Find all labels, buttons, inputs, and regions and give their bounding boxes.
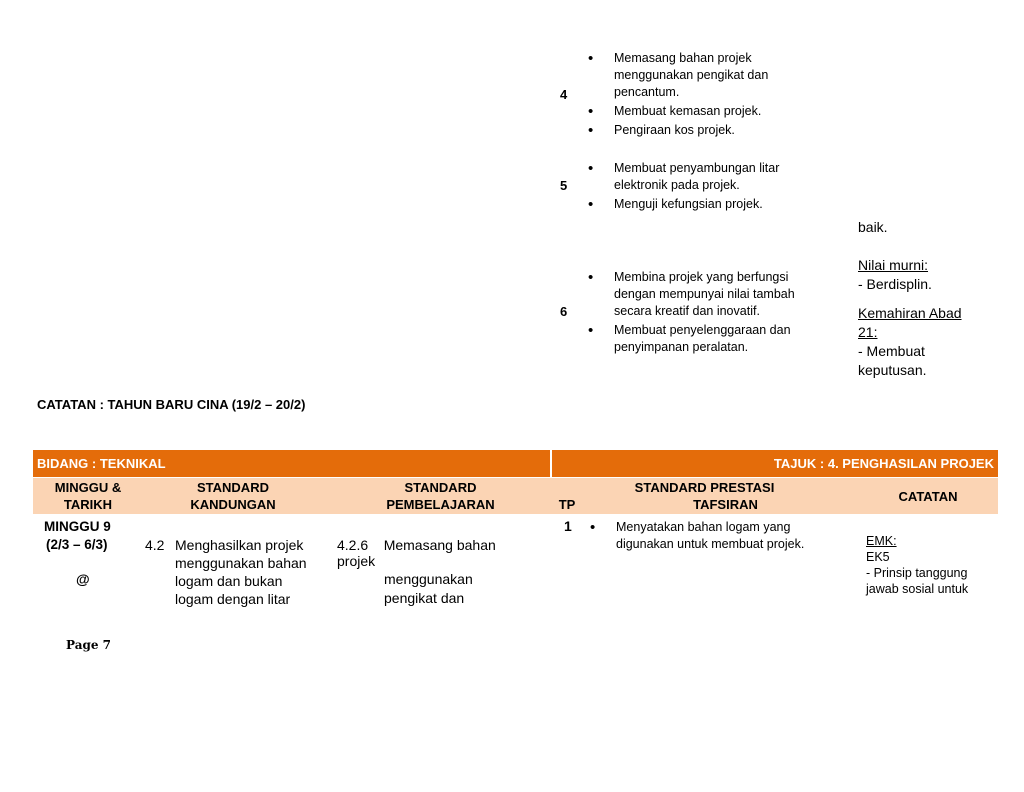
col-sp-header xyxy=(333,478,548,514)
col-minggu-header xyxy=(33,478,143,514)
catatan-notes xyxy=(858,218,1018,380)
col-sp-line1: STANDARD xyxy=(404,480,477,495)
sk-line: logam dengan litar xyxy=(175,591,291,607)
col-tp-header: TP xyxy=(558,497,576,512)
list-item: • Membina projek yang berfungsi dengan mempunyai nilai tambah secara kreatif dan inovatif. xyxy=(588,269,795,318)
sk-text xyxy=(175,536,307,608)
list-item: • Menyatakan bahan logam yang digunakan untuk membuat projek. xyxy=(590,519,805,551)
page-number: Page 7 xyxy=(66,638,112,652)
tp-level-5: 5 xyxy=(560,178,568,193)
bidang-label: BIDANG : TEKNIKAL xyxy=(37,456,166,471)
sk-line: menggunakan bahan xyxy=(175,555,307,571)
kemahiran-label: Kemahiran Abad 21: xyxy=(858,305,962,340)
tp6-descriptors xyxy=(586,269,826,356)
col-catatan-label: CATATAN xyxy=(898,488,958,504)
sk-line: logam dan bukan xyxy=(175,573,283,589)
list-item: • Membuat penyelenggaraan dan penyimpanan peralatan. xyxy=(588,322,791,354)
sp-line-4: pengikat dan xyxy=(384,590,465,606)
tajuk-label: TAJUK : 4. PENGHASILAN PROJEK xyxy=(773,456,994,471)
emk-label: EMK: xyxy=(866,534,897,548)
list-item: • Pengiraan kos projek. xyxy=(588,122,735,139)
sp-line-2: projek xyxy=(337,553,376,569)
sp-line-1: 4.2.6 Memasang bahan xyxy=(337,537,496,553)
col-catatan-header xyxy=(858,478,998,514)
nilai-murni-block xyxy=(858,256,1018,294)
sk-number: 4.2 xyxy=(145,537,165,553)
col-sk-header xyxy=(143,478,323,514)
minggu-label: MINGGU 9 xyxy=(44,519,111,534)
emk-description: - Prinsip tanggung jawab sosial untuk xyxy=(866,566,969,596)
col-minggu-line2: TARIKH xyxy=(63,497,113,512)
kemahiran-block xyxy=(858,304,1018,380)
list-item: • Membuat kemasan projek. xyxy=(588,103,762,120)
col-sp-line2: PEMBELAJARAN xyxy=(386,497,495,512)
list-item: • Menguji kefungsian projek. xyxy=(588,196,763,213)
col-sk-line1: STANDARD xyxy=(197,480,269,495)
tp-level-6: 6 xyxy=(560,304,568,319)
kemahiran-value: - Membuat keputusan. xyxy=(858,343,927,378)
tp-level-1: 1 xyxy=(564,518,572,534)
list-item: • Memasang bahan projek menggunakan pengikat dan pencantum. xyxy=(588,50,769,99)
tarikh-label: (2/3 – 6/3) xyxy=(46,537,108,552)
sp-line-3: menggunakan xyxy=(384,571,473,587)
column-header-row xyxy=(33,478,998,514)
bidang-bar xyxy=(33,450,550,477)
tp5-descriptors xyxy=(586,160,816,213)
col-prestasi-header: STANDARD PRESTASI xyxy=(634,480,775,495)
emk-value: EK5 xyxy=(866,550,890,564)
sk-line: Menghasilkan projek xyxy=(175,537,304,553)
col-sk-line2: KANDUNGAN xyxy=(190,497,276,512)
tp-level-4: 4 xyxy=(560,87,568,102)
tajuk-bar xyxy=(552,450,998,477)
at-symbol: @ xyxy=(76,571,90,587)
col-tafsiran-header: TAFSIRAN xyxy=(693,497,758,512)
nilai-murni-label: Nilai murni: xyxy=(858,257,929,273)
tp4-descriptors xyxy=(586,50,816,139)
notes-continuation: baik. xyxy=(858,219,888,235)
nilai-murni-value: - Berdisplin. xyxy=(858,276,932,292)
catatan-holiday-note: CATATAN : TAHUN BARU CINA (19/2 – 20/2) xyxy=(37,397,306,412)
list-item: • Membuat penyambungan litar elektronik pada projek. xyxy=(588,160,780,192)
col-minggu-line1: MINGGU & xyxy=(54,480,122,495)
tp1-descriptors xyxy=(588,519,828,553)
